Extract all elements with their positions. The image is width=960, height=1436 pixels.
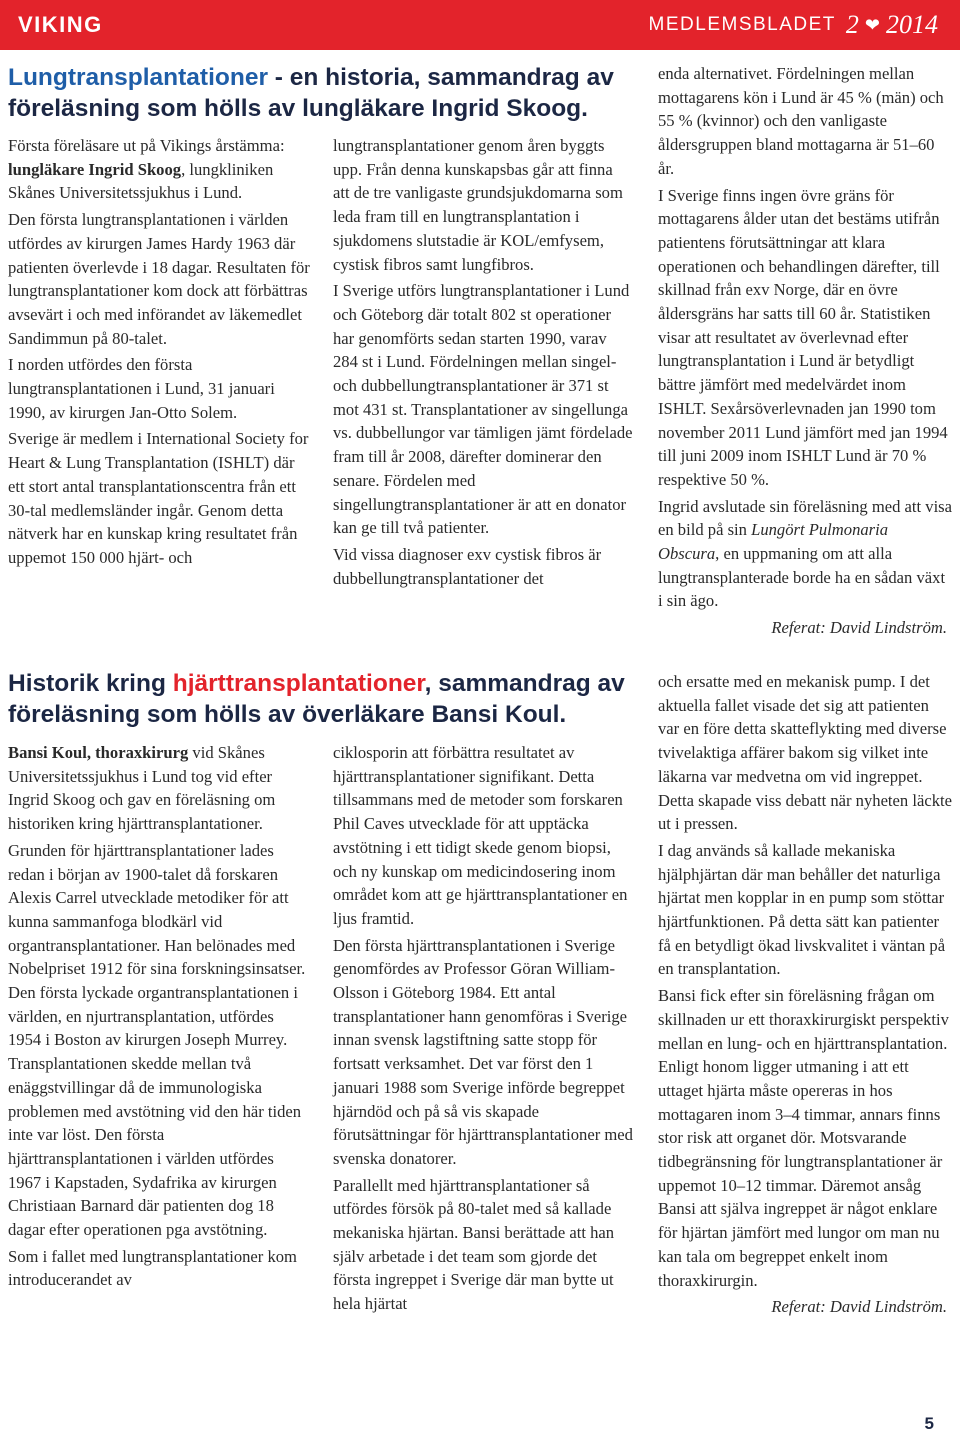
paragraph: Grunden för hjärttransplantationer lades redan i början av 1900-talet då forskaren Alexis Carrel utvecklade metodiker för att kunna sammanfoga blodkärl vid organtransplantationer. Han belönades med Nobelpriset 1912 för sina forskningsinsatser. Den första lyckade organtransplantationen i världen, en njurtransplantation, utfördes 1954 i Boston av kirurgen Joseph Murrey. Transplantationen skedde mellan två enäggstvillingar då de immunologiska problemen med avstötning vid den här tiden inte var löst. Den första hjärttransplantationen i världen utfördes 1967 i Kapstaden, Sydafrika av kirurgen Christiaan Barnard där patienten dog 18 dagar efter operationen pga avstötning. (8, 840, 306, 1240)
paragraph: lungtransplantationer genom åren byggts upp. Från denna kunskapsbas går att finna att de tre vanligaste grundsjukdomarna som leda fram till en lungtransplantation i sjukdomens slutstadie är KOL/emfysem, cystisk fibros samt lungfibros. (333, 136, 623, 274)
paragraph: I dag används så kallade mekaniska hjälphjärtan där man behåller det naturliga hjärtat men kopplar in en pump som stöttar hjärtfunktionen. På detta sätt kan patienter få en betydligt ökad livskvalitet i väntan på en transplantation. (658, 840, 946, 979)
article1-column-2 (333, 134, 633, 593)
page-number: 5 (924, 1414, 934, 1433)
speaker-name: Bansi Koul, thoraxkirurg (8, 743, 189, 762)
article1-column-1 (8, 134, 310, 573)
paragraph: Vid vissa diagnoser exv cystisk fibros är dubbellungtransplantationer det (333, 544, 602, 588)
article1-byline: Referat: David Lindström. (771, 618, 947, 638)
magazine-title (649, 10, 938, 40)
paragraph: I norden utfördes den första lungtransplantationen i Lund, 31 januari 1990, av kirurgen Jan-Otto Solem. (8, 355, 275, 422)
plant-name: Lungört Pulmonaria Obscura (658, 520, 889, 564)
article1-title (8, 62, 648, 124)
header-bar (0, 0, 960, 50)
article1-title-highlight: Lungtransplantationer (8, 64, 268, 91)
issue-number: 2 (845, 10, 859, 39)
paragraph: I Sverige finns ingen övre gräns för mottagarens ålder utan det bestäms utifrån patientens förutsättningar att klara operationen och behandlingen därefter, till skillnad från exv Norge, där en övre åldersgräns har satts till 60 år. Statistiken visar att resultatet av överlevnad efter lungtransplantation i Lund är betydligt bättre jämfört med medelvärdet inom ISHLT. Sexårsöverlevnaden jan 1990 tom november 2011 Lund jämfört med jan 1994 till juni 2009 inom ISHLT Lund är 70 % respektive 50 %. (658, 185, 948, 489)
paragraph: Den första lungtransplantationen i världen utfördes av kirurgen James Hardy 1963 där patienten överlevde i 18 dagar. Resultaten för lungtransplantationer kom dock att förbättras avsevärt i och med införandet av läkemedlet Sandimmun på 80-talet. (8, 210, 310, 348)
article2-byline: Referat: David Lindström. (771, 1297, 947, 1317)
paragraph: Ingrid avslutade sin föreläsning med att visa en bild på sin Lungört Pulmonaria Obscura, en uppmaning om att alla lungtransplanterade borde ha en sådan växt i sin ägo. (658, 496, 953, 611)
paragraph: enda alternativet. Fördelningen mellan mottagarens kön i Lund är 45 % (män) och 55 % (kvinnor) och den vanligaste åldersgruppen bland mottagarna är 51–60 år. (658, 64, 944, 178)
article2-title-highlight: hjärttransplantationer (172, 670, 425, 697)
heart-icon: ❤ (864, 14, 880, 35)
paragraph: Parallellt med hjärttransplantationer så utfördes försök på 80-talet med så kallade mekaniska hjärtan. Bansi berättade att han själv arbetade i det team som gjorde det första ingreppet i Sverige där man bytte ut hela hjärtat (333, 1175, 615, 1314)
speaker-name: lungläkare Ingrid Skoog (8, 159, 182, 179)
issue-year: 2014 (886, 10, 938, 39)
article2-title: Historik kring hjärttransplantationer, sammandrag av föreläsning som hölls av överläkare Bansi Koul. (8, 670, 625, 728)
paragraph: ciklosporin att förbättra resultatet av hjärttransplantationer signifikant. Detta tillsammans med de metoder som forskaren Phil Caves utvecklade för att upptäcka avstötning i ett tidigt skede genom biopsi, och ny kunskap om medicindosering inom området kom att ge hjärttransplantationer en ljus framtid. (333, 743, 628, 928)
article2-column-1 (8, 741, 310, 1295)
article1-column-3 (658, 62, 953, 643)
article1-title-rest: - en historia, sammandrag av föreläsning som hölls av lungläkare Ingrid Skoog. (8, 64, 614, 122)
magazine-name: MEDLEMSBLADET (648, 14, 836, 35)
article1-intro: Första föreläsare ut på Vikings årstämma: lungläkare Ingrid Skoog, lungkliniken Skånes Universitetssjukhus i Lund. (8, 136, 285, 203)
paragraph: Sverige är medlem i International Society for Heart & Lung Transplantation (ISHLT) där ett stort antal transplantationscentra från ett 30-tal medlemsländer ingår. Genom detta nätverk har en kunskap kring resultatet från uppemot 150 000 hjärt- och (8, 429, 309, 567)
paragraph: Bansi fick efter sin föreläsning frågan om skillnaden ur ett thoraxkirurgiskt perspektiv mellan en lung- och en hjärttransplantation. Enligt honom ligger utmaning i att ett uttaget hjärta måste opereras in hos mottagaren inom 3–4 timmar, annars finns stor risk att organet dör. Motsvarande tidbegränsning för lungtransplantationer är uppemot 10–12 timmar. Däremot ansåg Bansi att själva ingreppet är något enklare för hjärtan jämfört med lungor om man nu kan tala om begreppet enkelt inom thoraxkirurgin. (658, 986, 949, 1290)
article2-column-3 (658, 670, 953, 1322)
brand-name: VIKING (18, 12, 103, 37)
article2-intro: Bansi Koul, thoraxkirurg vid Skånes Universitetssjukhus i Lund tog vid efter Ingrid Skoog och gav en föreläsning om historiken kring hjärttransplantationer. (8, 743, 276, 834)
paragraph: I Sverige utförs lungtransplantationer i Lund och Göteborg där totalt 802 st operationer har genomförts sedan starten 1990, varav 284 st i Lund. Fördelningen mellan singel- och dubbellungtransplantationer är 371 st mot 431 st. Transplantationer av singellunga vs. dubbellungor var tämligen jämt fördelade fram till år 2008, därefter dominerar den senare. Fördelen med singellungtransplantationer är att en donator kan ge till två patienter. (333, 281, 633, 538)
article2-column-2 (333, 741, 633, 1319)
paragraph: Som i fallet med lungtransplantationer kom introducerandet av (8, 1246, 297, 1290)
paragraph: Den första hjärttransplantationen i Sverige genomfördes av Professor Göran William-Olsson i Göteborg 1984. Ett antal transplantationer hann genomföras i Sverige innan svensk lagstiftning satte stopp för fortsatt verksamhet. Det var först den 1 januari 1988 som Sverige införde begreppet hjärndöd och på så vis skapade förutsättningar för hjärttransplantationer med svenska donatorer. (333, 935, 633, 1168)
paragraph: och ersatte med en mekanisk pump. I det aktuella fallet visade det sig att patienten var en före detta skatteflykting med diverse tvivelaktiga affärer bakom sig vilket inte läkarna var medvetna om vid ingreppet. Detta skapade viss debatt när nyheten läckte ut i pressen. (658, 672, 952, 834)
